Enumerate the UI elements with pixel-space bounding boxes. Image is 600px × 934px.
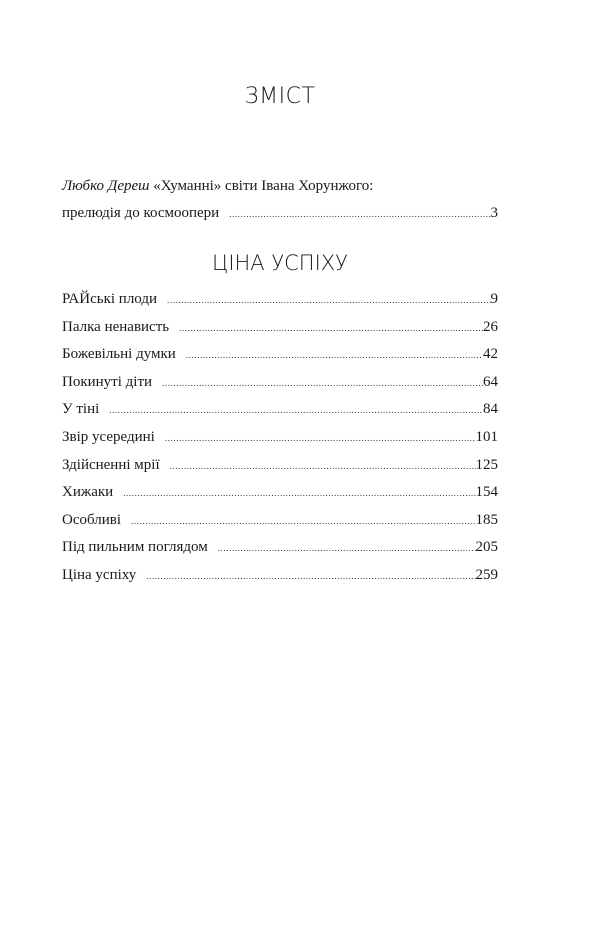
- toc-list: [62, 289, 498, 593]
- intro-title-line2: прелюдія до космоопери: [62, 205, 220, 221]
- entry-title: Здійсненні мрії: [62, 456, 160, 473]
- dot-leader: [170, 456, 476, 476]
- entry-title: Під пильним поглядом: [62, 539, 208, 556]
- dot-leader: [167, 290, 490, 310]
- intro-page-number: 3: [490, 205, 498, 221]
- toc-entry[interactable]: [62, 565, 498, 593]
- dot-leader: [186, 345, 483, 365]
- entry-page: 185: [475, 511, 498, 528]
- toc-entry[interactable]: [62, 372, 498, 400]
- entry-title: Хижаки: [62, 484, 114, 501]
- page-title: ЗМІСТ: [244, 84, 316, 109]
- section-title: ЦІНА УСПІХУ: [212, 251, 348, 275]
- entry-title: Палка ненависть: [62, 318, 170, 335]
- dot-leader: [218, 538, 476, 558]
- intro-entry[interactable]: [62, 176, 498, 231]
- entry-page: 154: [475, 484, 498, 501]
- entry-title: Божевільні думки: [62, 346, 176, 363]
- toc-entry[interactable]: [62, 344, 498, 372]
- intro-author: Любко Дереш: [62, 178, 150, 194]
- entry-page: 84: [483, 401, 498, 418]
- toc-entry[interactable]: [62, 399, 498, 427]
- entry-title: У тіні: [62, 401, 100, 418]
- entry-title: Ціна успіху: [62, 566, 137, 583]
- entry-page: 125: [475, 456, 498, 473]
- entry-title: РАЙські плоди: [62, 291, 158, 307]
- toc-entry[interactable]: [62, 317, 498, 345]
- entry-page: 101: [475, 428, 498, 445]
- dot-leader: [123, 483, 475, 503]
- toc-entry[interactable]: [62, 289, 498, 317]
- entry-title: Звір усередині: [62, 428, 155, 445]
- dot-leader: [165, 428, 476, 448]
- dot-leader: [179, 318, 483, 338]
- dot-leader: [131, 511, 475, 531]
- toc-entry[interactable]: [62, 510, 498, 538]
- entry-title: Особливі: [62, 511, 122, 528]
- entry-page: 9: [490, 291, 498, 307]
- toc-entry[interactable]: [62, 537, 498, 565]
- dot-leader: [162, 373, 483, 393]
- entry-page: 42: [483, 346, 498, 363]
- intro-title-line1: «Хуманні» світи Івана Хорунжого:: [149, 178, 374, 194]
- entry-page: 26: [483, 318, 498, 335]
- dot-leader: [146, 566, 475, 586]
- toc-entry[interactable]: [62, 427, 498, 455]
- entry-page: 259: [475, 566, 498, 583]
- entry-title: Покинуті діти: [62, 373, 153, 390]
- toc-entry[interactable]: [62, 455, 498, 483]
- toc-entry[interactable]: [62, 482, 498, 510]
- entry-page: 205: [475, 539, 498, 556]
- entry-page: 64: [483, 373, 498, 390]
- dot-leader: [109, 400, 483, 420]
- dot-leader: [229, 204, 490, 224]
